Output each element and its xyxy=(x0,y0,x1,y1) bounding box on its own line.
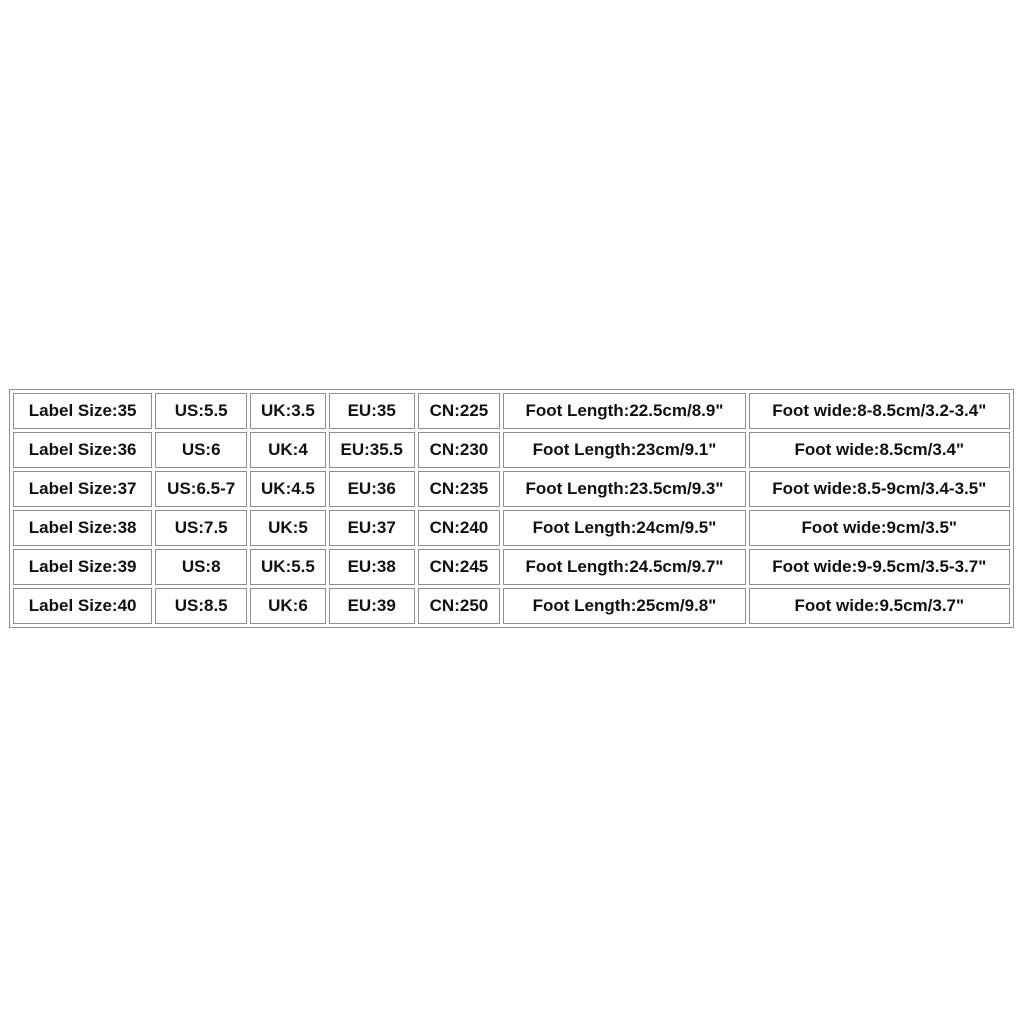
cn-size-cell: CN:245 xyxy=(418,549,501,585)
uk-size-cell: UK:4 xyxy=(250,432,326,468)
size-chart-body xyxy=(13,393,1010,624)
us-size-cell: US:8 xyxy=(155,549,247,585)
label-size-cell: Label Size:36 xyxy=(13,432,152,468)
table-row xyxy=(13,471,1010,507)
foot-wide-cell: Foot wide:8-8.5cm/3.2-3.4" xyxy=(749,393,1010,429)
us-size-cell: US:5.5 xyxy=(155,393,247,429)
foot-wide-cell: Foot wide:8.5cm/3.4" xyxy=(749,432,1010,468)
table-row xyxy=(13,510,1010,546)
cn-size-cell: CN:250 xyxy=(418,588,501,624)
us-size-cell: US:8.5 xyxy=(155,588,247,624)
uk-size-cell: UK:4.5 xyxy=(250,471,326,507)
us-size-cell: US:6.5-7 xyxy=(155,471,247,507)
table-row xyxy=(13,393,1010,429)
us-size-cell: US:6 xyxy=(155,432,247,468)
label-size-cell: Label Size:35 xyxy=(13,393,152,429)
table-row xyxy=(13,549,1010,585)
uk-size-cell: UK:6 xyxy=(250,588,326,624)
eu-size-cell: EU:38 xyxy=(329,549,415,585)
uk-size-cell: UK:5 xyxy=(250,510,326,546)
eu-size-cell: EU:35.5 xyxy=(329,432,415,468)
cn-size-cell: CN:240 xyxy=(418,510,501,546)
cn-size-cell: CN:235 xyxy=(418,471,501,507)
us-size-cell: US:7.5 xyxy=(155,510,247,546)
eu-size-cell: EU:39 xyxy=(329,588,415,624)
label-size-cell: Label Size:37 xyxy=(13,471,152,507)
foot-wide-cell: Foot wide:8.5-9cm/3.4-3.5" xyxy=(749,471,1010,507)
foot-length-cell: Foot Length:25cm/9.8" xyxy=(503,588,745,624)
eu-size-cell: EU:37 xyxy=(329,510,415,546)
cn-size-cell: CN:225 xyxy=(418,393,501,429)
foot-wide-cell: Foot wide:9.5cm/3.7" xyxy=(749,588,1010,624)
uk-size-cell: UK:3.5 xyxy=(250,393,326,429)
eu-size-cell: EU:36 xyxy=(329,471,415,507)
label-size-cell: Label Size:38 xyxy=(13,510,152,546)
cn-size-cell: CN:230 xyxy=(418,432,501,468)
foot-wide-cell: Foot wide:9cm/3.5" xyxy=(749,510,1010,546)
foot-length-cell: Foot Length:23.5cm/9.3" xyxy=(503,471,745,507)
table-row xyxy=(13,432,1010,468)
foot-length-cell: Foot Length:24cm/9.5" xyxy=(503,510,745,546)
uk-size-cell: UK:5.5 xyxy=(250,549,326,585)
eu-size-cell: EU:35 xyxy=(329,393,415,429)
foot-length-cell: Foot Length:22.5cm/8.9" xyxy=(503,393,745,429)
label-size-cell: Label Size:39 xyxy=(13,549,152,585)
label-size-cell: Label Size:40 xyxy=(13,588,152,624)
foot-length-cell: Foot Length:23cm/9.1" xyxy=(503,432,745,468)
table-row xyxy=(13,588,1010,624)
size-chart-table xyxy=(9,389,1014,628)
foot-length-cell: Foot Length:24.5cm/9.7" xyxy=(503,549,745,585)
foot-wide-cell: Foot wide:9-9.5cm/3.5-3.7" xyxy=(749,549,1010,585)
